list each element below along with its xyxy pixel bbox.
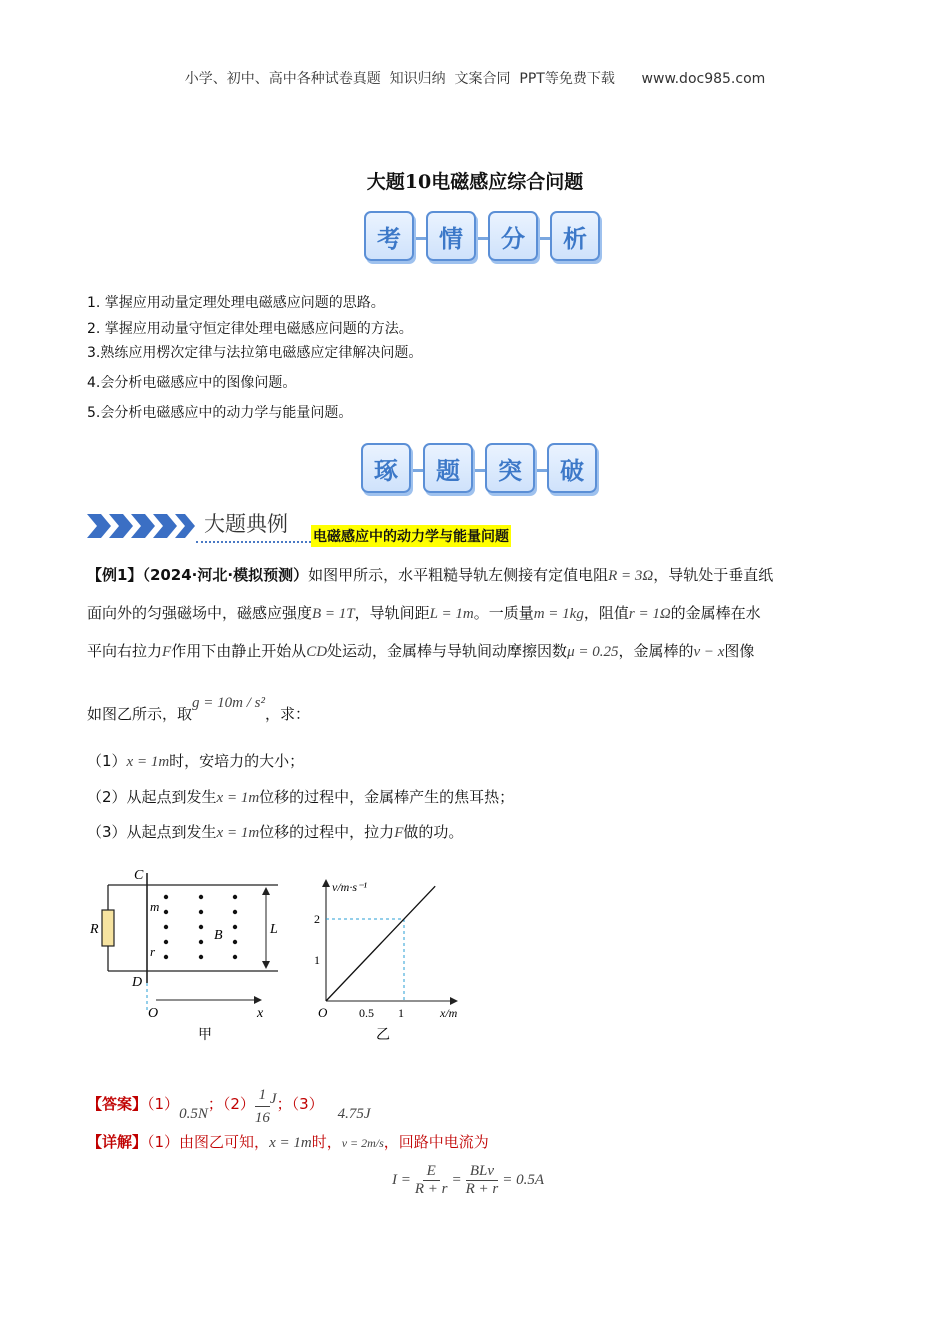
- math-x: x = 1m: [216, 825, 260, 841]
- fraction: [415, 1163, 448, 1198]
- problem-line: [87, 640, 754, 663]
- resistor: [102, 910, 114, 946]
- label-C: C: [134, 868, 144, 883]
- badge-char: 考: [364, 211, 414, 261]
- question-2: [87, 786, 514, 809]
- text-fragment: ，回路中电流为: [383, 1133, 489, 1151]
- text-fragment: 处运动，金属棒与导轨间动摩擦因数: [327, 642, 568, 660]
- math-CD: CD: [306, 644, 328, 660]
- badge-char: 琢: [361, 443, 411, 493]
- text-fragment: （2）: [222, 1095, 255, 1113]
- math-r: r = 1Ω: [628, 606, 671, 622]
- fraction-denominator: R + r: [414, 1181, 448, 1197]
- objective-item: 2. 掌握应用动量守恒定律处理电磁感应问题的方法。: [87, 321, 413, 337]
- math-x: x = 1m: [269, 1135, 312, 1151]
- current-formula: [392, 1163, 544, 1198]
- math-vx: v − x: [693, 644, 725, 660]
- text-fragment: 时，安培力的大小；: [169, 752, 305, 770]
- label-L: L: [270, 922, 278, 937]
- text-fragment: 时，: [311, 1133, 342, 1151]
- badge-char: 情: [426, 211, 476, 261]
- text-fragment: 位移的过程中，拉力: [259, 823, 395, 841]
- label-m: m: [150, 899, 160, 914]
- answer-tag: 【答案】: [87, 1095, 148, 1113]
- answer-2-fraction: [255, 1084, 270, 1129]
- label-r: r: [150, 944, 156, 959]
- text-fragment: 做的功。: [403, 823, 464, 841]
- figure-panel: [90, 865, 480, 1045]
- objective-item: 1. 掌握应用动量定理处理电磁感应问题的思路。: [87, 295, 385, 311]
- math-mu: μ = 0.25: [567, 644, 619, 660]
- question-3: [87, 821, 463, 844]
- text-fragment: （1）由图乙可知，: [147, 1133, 270, 1151]
- math-F: F: [394, 825, 404, 841]
- y-axis-label: v/m·s⁻¹: [332, 880, 367, 894]
- objective-item: 5.会分析电磁感应中的动力学与能量问题。: [87, 405, 353, 421]
- text-fragment: 图像: [724, 642, 755, 660]
- page-title: 大题10电磁感应综合问题: [366, 171, 584, 193]
- badge-char: 题: [423, 443, 473, 493]
- problem-line: [87, 602, 761, 625]
- problem-line: [87, 695, 310, 726]
- math-v: v = 2m/s: [341, 1136, 384, 1150]
- label-x: x: [257, 1006, 264, 1021]
- answer-3-value: 4.75J: [337, 1106, 371, 1122]
- math-F: F: [162, 644, 172, 660]
- fraction-numerator: BLv: [466, 1163, 498, 1181]
- text-fragment: 。一质量: [473, 604, 534, 622]
- math-B: B = 1T: [312, 606, 355, 622]
- badge-char: 分: [488, 211, 538, 261]
- y-tick-label: 1: [314, 953, 320, 967]
- section-badges-breakthrough: [361, 443, 597, 493]
- badge-char: 突: [485, 443, 535, 493]
- objective-item: 4.会分析电磁感应中的图像问题。: [87, 375, 297, 391]
- x-axis-label: x/m: [440, 1006, 458, 1020]
- label-D: D: [132, 975, 143, 990]
- text-fragment: ，求：: [264, 705, 310, 723]
- text-fragment: 位移的过程中，金属棒产生的焦耳热；: [259, 788, 515, 806]
- fraction-denominator: 16: [254, 1110, 270, 1126]
- banner-subtitle: 电磁感应中的动力学与能量问题: [311, 525, 511, 547]
- page-header: 小学、初中、高中各种试卷真题 知识归纳 文案合同 PPT等免费下载 www.doc985.com: [184, 71, 766, 87]
- objective-item: 3.熟练应用楞次定律与法拉第电磁感应定律解决问题。: [87, 345, 423, 361]
- circuit-diagram: [90, 868, 278, 1043]
- math-x: x = 1m: [216, 790, 260, 806]
- answer-2-unit: J: [269, 1091, 277, 1107]
- equals-sign: =: [451, 1172, 462, 1188]
- detail-tag: 【详解】: [87, 1133, 148, 1151]
- banner-title: 大题典例: [204, 512, 288, 536]
- vx-chart: [314, 879, 458, 1043]
- banner-divider: [196, 541, 311, 543]
- caption-jia: 甲: [198, 1028, 212, 1043]
- origin-label: O: [318, 1005, 328, 1020]
- text-fragment: （3）: [291, 1095, 324, 1113]
- label-B: B: [214, 928, 223, 943]
- y-tick-label: 2: [314, 912, 320, 926]
- text-fragment: ，阻值: [583, 604, 629, 622]
- badge-char: 破: [547, 443, 597, 493]
- text-fragment: 的金属棒在水: [670, 604, 761, 622]
- x-tick-label: 0.5: [359, 1006, 374, 1020]
- math-x: x = 1m: [126, 754, 170, 770]
- caption-yi: 乙: [376, 1028, 390, 1043]
- answer-line: [87, 1082, 371, 1127]
- formula-lhs: I =: [392, 1172, 411, 1188]
- text-fragment: 平向右拉力: [87, 642, 163, 660]
- math-g: g = 10m / s²: [192, 695, 265, 711]
- math-L: L = 1m: [429, 606, 474, 622]
- fraction-numerator: E: [423, 1163, 440, 1181]
- series-line: [326, 886, 435, 1001]
- answer-1-value: 0.5N: [179, 1106, 208, 1122]
- text-fragment: （1）: [87, 752, 127, 770]
- text-fragment: （3）从起点到发生: [87, 823, 217, 841]
- label-O: O: [148, 1006, 159, 1021]
- text-fragment: 作用下由静止开始从: [171, 642, 307, 660]
- math-m: m = 1kg: [533, 606, 584, 622]
- example-source: （2024·河北·模拟预测）: [142, 566, 309, 584]
- text-fragment: （2）从起点到发生: [87, 788, 217, 806]
- fraction: [466, 1163, 499, 1198]
- math-R: R = 3Ω: [608, 568, 654, 584]
- text-fragment: ，导轨处于垂直纸: [653, 566, 774, 584]
- text-fragment: 面向外的匀强磁场中，磁感应强度: [87, 604, 313, 622]
- text-fragment: ，金属棒的: [618, 642, 694, 660]
- problem-line: [87, 564, 773, 587]
- badge-char: 析: [550, 211, 600, 261]
- fraction-numerator: 1: [255, 1084, 270, 1107]
- detail-line: [87, 1131, 489, 1154]
- label-R: R: [90, 922, 99, 937]
- chevron-arrows-icon: [87, 514, 195, 538]
- x-tick-label: 1: [398, 1006, 404, 1020]
- text-fragment: （1）: [147, 1095, 180, 1113]
- example-tag: 【例1】: [87, 566, 143, 584]
- text-fragment: 如图甲所示，水平粗糙导轨左侧接有定值电阻: [308, 566, 609, 584]
- text-fragment: ；: [207, 1095, 223, 1113]
- section-badges-analysis: [364, 211, 600, 261]
- text-fragment: 如图乙所示，取: [87, 705, 193, 723]
- question-1: [87, 750, 304, 773]
- formula-result: = 0.5A: [502, 1172, 545, 1188]
- fraction-denominator: R + r: [465, 1181, 499, 1197]
- text-fragment: ，导轨间距: [354, 604, 430, 622]
- text-fragment: ；: [276, 1095, 292, 1113]
